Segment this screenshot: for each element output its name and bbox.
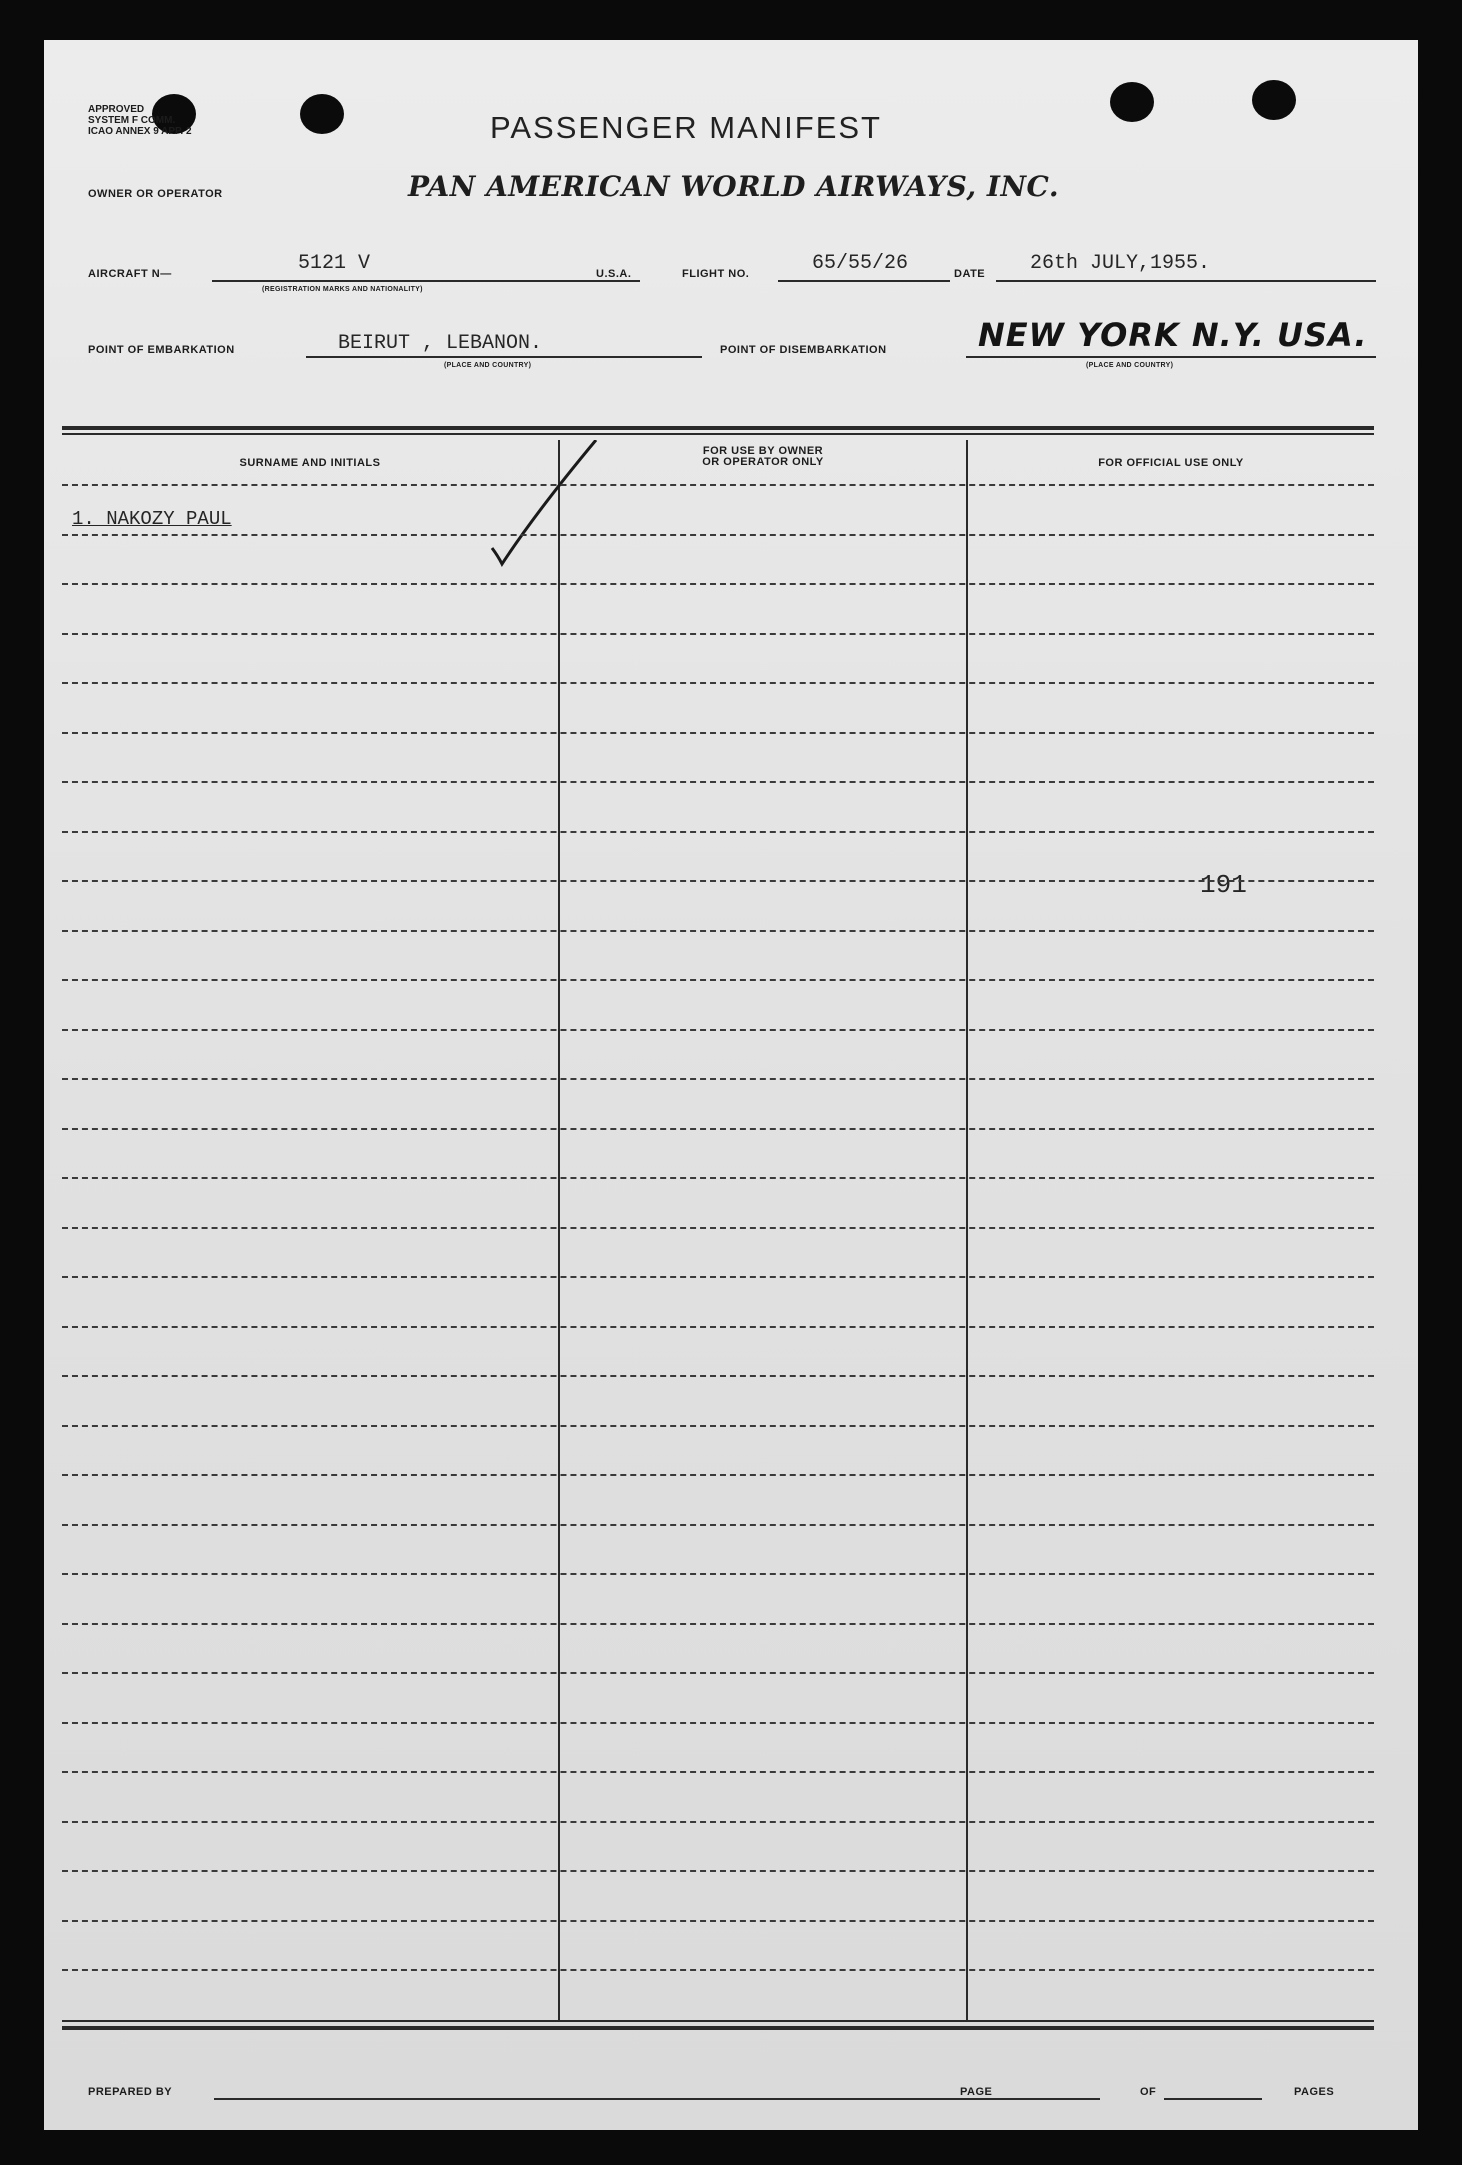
embarkation-value: BEIRUT , LEBANON. — [338, 332, 543, 355]
row-rule — [62, 633, 1374, 635]
of-label: OF — [1140, 2086, 1157, 2098]
flight-label: FLIGHT NO. — [682, 268, 750, 280]
row-rule — [62, 880, 1374, 882]
aircraft-underline — [212, 280, 640, 282]
owner-value: PAN AMERICAN WORLD AIRWAYS, INC. — [408, 170, 1060, 203]
flight-underline — [778, 280, 950, 282]
approval-line: SYSTEM F COMM. — [88, 115, 176, 126]
table-bottom-rule — [62, 2026, 1374, 2030]
row-rule — [62, 1078, 1374, 1080]
aircraft-value: 5121 V — [298, 252, 371, 275]
embarkation-label: POINT OF EMBARKATION — [88, 344, 235, 356]
date-underline — [996, 280, 1376, 282]
row-rule — [62, 1920, 1374, 1922]
embarkation-underline — [306, 356, 702, 358]
table-top-rule — [62, 426, 1374, 430]
passenger-row-1: 1. NAKOZY PAUL — [72, 508, 232, 530]
page-label: PAGE — [960, 2086, 993, 2098]
row-rule — [62, 534, 1374, 536]
embarkation-sublabel: (PLACE AND COUNTRY) — [444, 362, 532, 369]
date-label: DATE — [954, 268, 986, 280]
column-header-official-use: FOR OFFICIAL USE ONLY — [1098, 457, 1244, 469]
aircraft-label: AIRCRAFT N— — [88, 268, 172, 280]
column-header-line: OR OPERATOR ONLY — [702, 456, 824, 468]
prepared-by-underline — [214, 2098, 1004, 2100]
row-rule — [62, 1227, 1374, 1229]
pages-label: PAGES — [1294, 2086, 1335, 2098]
row-rule — [62, 1375, 1374, 1377]
column-header-owner-use — [560, 446, 966, 468]
row-rule — [62, 1276, 1374, 1278]
row-rule — [62, 1771, 1374, 1773]
disembarkation-value: NEW YORK N.Y. USA. — [978, 316, 1368, 354]
row-rule — [62, 831, 1374, 833]
punch-hole — [300, 94, 344, 134]
usa-label: U.S.A. — [596, 268, 632, 280]
row-rule — [62, 484, 1374, 486]
column-header-line: FOR USE BY OWNER — [702, 445, 824, 457]
page-title: PASSENGER MANIFEST — [490, 110, 882, 145]
row-rule — [62, 583, 1374, 585]
row-rule — [62, 1425, 1374, 1427]
of-underline — [1164, 2098, 1262, 2100]
row-rule — [62, 1722, 1374, 1724]
row-rule — [62, 1623, 1374, 1625]
approval-line: APPROVED — [88, 104, 145, 115]
row-rule — [62, 1672, 1374, 1674]
row-rule — [62, 1474, 1374, 1476]
row-rule — [62, 1573, 1374, 1575]
row-rule — [62, 1524, 1374, 1526]
owner-label: OWNER OR OPERATOR — [88, 188, 223, 200]
row-rule — [62, 682, 1374, 684]
approval-line: ICAO ANNEX 9 APP. 2 — [88, 126, 192, 137]
column-divider — [558, 440, 560, 2020]
row-rule — [62, 979, 1374, 981]
row-rule — [62, 1177, 1374, 1179]
flight-value: 65/55/26 — [812, 252, 909, 275]
row-rule — [62, 1821, 1374, 1823]
row-rule — [62, 1326, 1374, 1328]
prepared-by-label: PREPARED BY — [88, 2086, 173, 2098]
manifest-sheet — [44, 40, 1418, 2130]
disembarkation-sublabel: (PLACE AND COUNTRY) — [1086, 362, 1174, 369]
check-mark-icon — [488, 440, 598, 570]
official-note: 191 — [1200, 870, 1247, 900]
row-rule — [62, 1870, 1374, 1872]
punch-hole — [1110, 82, 1154, 122]
page-underline — [1004, 2098, 1100, 2100]
row-rule — [62, 930, 1374, 932]
table-top-rule — [62, 433, 1374, 435]
table-bottom-rule — [62, 2020, 1374, 2022]
row-rule — [62, 781, 1374, 783]
approval-stamp — [88, 104, 192, 137]
aircraft-sublabel: (REGISTRATION MARKS AND NATIONALITY) — [262, 286, 423, 293]
row-rule — [62, 1029, 1374, 1031]
row-rule — [62, 732, 1374, 734]
row-rule — [62, 1969, 1374, 1971]
column-header-surname: SURNAME AND INITIALS — [239, 457, 381, 469]
date-value: 26th JULY,1955. — [1030, 252, 1211, 275]
column-divider — [966, 440, 968, 2020]
punch-hole — [1252, 80, 1296, 120]
row-rule — [62, 1128, 1374, 1130]
disembarkation-underline — [966, 356, 1376, 358]
disembarkation-label: POINT OF DISEMBARKATION — [720, 344, 887, 356]
